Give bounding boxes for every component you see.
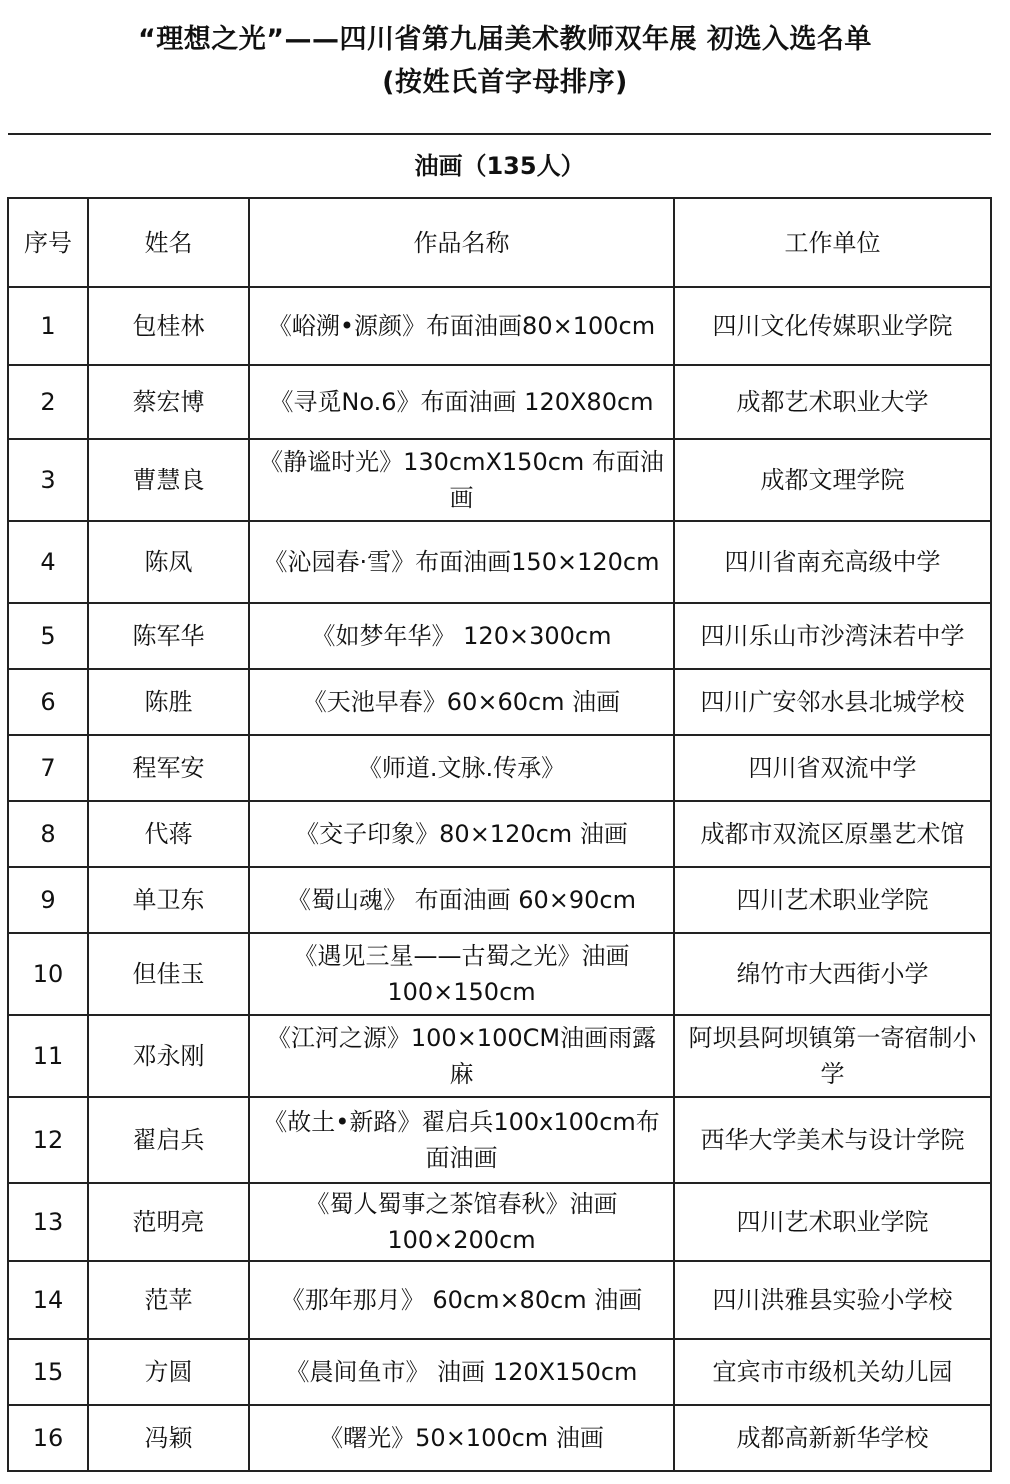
document-title: “理想之光”——四川省第九届美术教师双年展 初选入选名单 <box>138 24 872 55</box>
artist-name: 陈胜 <box>88 669 249 735</box>
work-unit: 阿坝县阿坝镇第一寄宿制小学 <box>674 1015 991 1097</box>
artist-name: 冯颖 <box>88 1405 249 1471</box>
artist-name: 单卫东 <box>88 867 249 933</box>
artwork-title: 《静谧时光》130cmX150cm 布面油画 <box>249 439 674 521</box>
row-number: 12 <box>8 1097 88 1183</box>
row-number: 16 <box>8 1405 88 1471</box>
artwork-title: 《蜀人蜀事之茶馆春秋》油画100×200cm <box>249 1183 674 1261</box>
table-row <box>8 1015 991 1097</box>
artist-name: 陈军华 <box>88 603 249 669</box>
table-row <box>8 1097 991 1183</box>
table-row <box>8 1183 991 1261</box>
column-header-unit: 工作单位 <box>674 198 991 287</box>
work-unit: 西华大学美术与设计学院 <box>674 1097 991 1183</box>
artist-name: 陈凤 <box>88 521 249 603</box>
table-row <box>8 521 991 603</box>
table-row <box>8 365 991 439</box>
column-header-name: 姓名 <box>88 198 249 287</box>
column-header-number: 序号 <box>8 198 88 287</box>
column-header-work: 作品名称 <box>249 198 674 287</box>
artwork-title: 《故土•新路》翟启兵100x100cm布面油画 <box>249 1097 674 1183</box>
artwork-title: 《沁园春·雪》布面油画150×120cm <box>249 521 674 603</box>
artwork-title: 《江河之源》100×100CM油画雨露麻 <box>249 1015 674 1097</box>
artist-name: 程军安 <box>88 735 249 801</box>
row-number: 11 <box>8 1015 88 1097</box>
table-row <box>8 603 991 669</box>
artist-name: 包桂林 <box>88 287 249 365</box>
artwork-title: 《遇见三星——古蜀之光》油画100×150cm <box>249 933 674 1015</box>
artist-name: 范苹 <box>88 1261 249 1339</box>
artwork-title: 《寻觅No.6》布面油画 120X80cm <box>249 365 674 439</box>
table-row <box>8 1339 991 1405</box>
artwork-title: 《晨间鱼市》 油画 120X150cm <box>249 1339 674 1405</box>
table-row <box>8 287 991 365</box>
row-number: 4 <box>8 521 88 603</box>
table-row <box>8 1405 991 1471</box>
table-row <box>8 735 991 801</box>
artist-name: 范明亮 <box>88 1183 249 1261</box>
artwork-title: 《蜀山魂》 布面油画 60×90cm <box>249 867 674 933</box>
row-number: 10 <box>8 933 88 1015</box>
row-number: 9 <box>8 867 88 933</box>
artist-name: 蔡宏博 <box>88 365 249 439</box>
work-unit: 宜宾市市级机关幼儿园 <box>674 1339 991 1405</box>
work-unit: 四川省南充高级中学 <box>674 521 991 603</box>
work-unit: 成都文理学院 <box>674 439 991 521</box>
artwork-title: 《师道.文脉.传承》 <box>249 735 674 801</box>
table-row <box>8 933 991 1015</box>
work-unit: 四川艺术职业学院 <box>674 867 991 933</box>
work-unit: 绵竹市大西街小学 <box>674 933 991 1015</box>
work-unit: 四川文化传媒职业学院 <box>674 287 991 365</box>
row-number: 2 <box>8 365 88 439</box>
work-unit: 四川广安邻水县北城学校 <box>674 669 991 735</box>
work-unit: 四川洪雅县实验小学校 <box>674 1261 991 1339</box>
work-unit: 四川乐山市沙湾沫若中学 <box>674 603 991 669</box>
table-row <box>8 439 991 521</box>
column-header-row <box>8 198 991 287</box>
artist-name: 方圆 <box>88 1339 249 1405</box>
artwork-title: 《曙光》50×100cm 油画 <box>249 1405 674 1471</box>
artist-name: 曹慧良 <box>88 439 249 521</box>
row-number: 7 <box>8 735 88 801</box>
row-number: 3 <box>8 439 88 521</box>
work-unit: 四川艺术职业学院 <box>674 1183 991 1261</box>
artist-name: 翟启兵 <box>88 1097 249 1183</box>
work-unit: 成都高新新华学校 <box>674 1405 991 1471</box>
row-number: 1 <box>8 287 88 365</box>
artwork-title: 《那年那月》 60cm×80cm 油画 <box>249 1261 674 1339</box>
table-row <box>8 1261 991 1339</box>
table-row <box>8 801 991 867</box>
row-number: 14 <box>8 1261 88 1339</box>
document-subtitle: (按姓氏首字母排序) <box>382 67 628 98</box>
table-row <box>8 669 991 735</box>
artist-name: 但佳玉 <box>88 933 249 1015</box>
work-unit: 四川省双流中学 <box>674 735 991 801</box>
artist-name: 邓永刚 <box>88 1015 249 1097</box>
row-number: 8 <box>8 801 88 867</box>
table-row <box>8 867 991 933</box>
artwork-title: 《交子印象》80×120cm 油画 <box>249 801 674 867</box>
work-unit: 成都市双流区原墨艺术馆 <box>674 801 991 867</box>
section-header-row <box>8 134 991 198</box>
artwork-title: 《如梦年华》 120×300cm <box>249 603 674 669</box>
selection-list-table <box>7 133 992 1472</box>
row-number: 5 <box>8 603 88 669</box>
row-number: 6 <box>8 669 88 735</box>
row-number: 13 <box>8 1183 88 1261</box>
artist-name: 代蒋 <box>88 801 249 867</box>
artwork-title: 《峪溯•源颜》布面油画80×100cm <box>249 287 674 365</box>
artwork-title: 《天池早春》60×60cm 油画 <box>249 669 674 735</box>
work-unit: 成都艺术职业大学 <box>674 365 991 439</box>
row-number: 15 <box>8 1339 88 1405</box>
section-title: 油画（135人） <box>8 134 991 198</box>
